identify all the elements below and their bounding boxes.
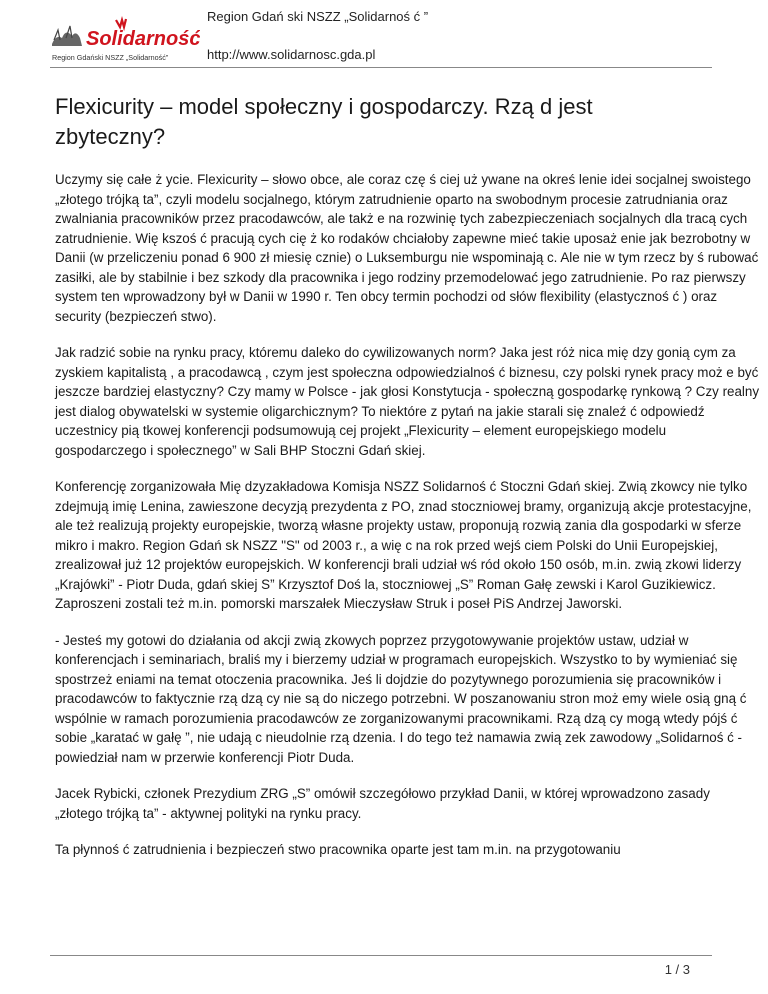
article-paragraph: Konferencję zorganizowała Mię dzyzakładowa Komisja NSZZ Solidarnoś ć Stoczni Gdań skiej. Zwią zkowcy nie tylko zdejmują imię Lenina, zawieszone decyzją prezydenta z PO, znad stoczniowej bramy, organizują akcje protestacyjne, ale też realizują projekty europejskie, tworzą własne projekty ustaw, proponują rozwią zania dla gospodarki w sferze mikro i makro. Region Gdań sk NSZZ "S" od 2003 r., a wię c na rok przed wejś ciem Polski do Unii Europejskiej, zrealizował już 12 projektów europejskich. W konferencji brali udział wś ród około 150 osób, m.in. zwią zkowi liderzy „Krajówki” - Piotr Duda, gdań skiej S” Krzysztof Doś la, stoczniowej „S” Roman Gałę zewski i Karol Guzikiewicz. Zaproszeni zostali też m.in. pomorski marszałek Mieczysław Struk i poseł PiS Andrzej Jaworski. bbox=[55, 479, 752, 611]
flag-icon bbox=[116, 19, 126, 27]
logo-wordmark: Solidarność bbox=[86, 28, 200, 50]
article-paragraph: Uczymy się całe ż ycie. Flexicurity – słowo obce, ale coraz czę ś ciej uż ywane na okreś lenie idei socjalnej swoistego „złotego trójką ta”, czyli modelu socjalnego, którym zatrudnienie oparto na swobodnym procesie zatrudniania oraz zwalniania pracowników przez pracodawców, ale takż e na rozwinię tych zabezpieczeniach socjalnych dla tracą cych zatrudnienie. Wię kszoś ć pracują cych cię ż ko rodaków chciałoby zapewne mieć takie uposaż enie jak bezrobotny w Danii (w przeliczeniu ponad 6 900 zł miesię cznie) o Luksemburgu nie wspominają c. Ale nie w tym rzecz by ś rubować zasiłki, ale by stabilnie i bez szkody dla pracownika i jego rodziny przemodelować jego zatrudnienie. Po raz pierwszy system ten wprowadzony był w Danii w 1990 r. Ten obcy termin pochodzi od słów flexibility (elastycznoś ć ) oraz security (bezpieczeń stwo). bbox=[55, 172, 759, 324]
header-url[interactable]: http://www.solidarnosc.gda.pl bbox=[207, 47, 376, 62]
solidarnosc-logo-graphic bbox=[50, 16, 200, 64]
article-body bbox=[55, 170, 760, 877]
header-org-name: Region Gdań ski NSZZ „Solidarnoś ć ” bbox=[207, 9, 429, 24]
logo-subtitle: Region Gdański NSZZ „Solidarność” bbox=[52, 53, 169, 62]
solidarnosc-logo bbox=[50, 16, 200, 64]
page-header bbox=[0, 0, 768, 70]
article-paragraph: Ta płynnoś ć zatrudnienia i bezpieczeń stwo pracownika oparte jest tam m.in. na przygotowaniu bbox=[55, 842, 621, 857]
article-paragraph: Jacek Rybicki, członek Prezydium ZRG „S” omówił szczegółowo przykład Danii, w której wprowadzono zasady „złotego trójką ta” - aktywnej polityki na rynku pracy. bbox=[55, 786, 710, 821]
article-paragraph: - Jesteś my gotowi do działania od akcji zwią zkowych poprzez przygotowywanie projektów ustaw, udział w konferencjach i seminariach, braliś my i bierzemy udział w programach europejskich. Wszystko to by wymieniać się spostrzeż eniami na temat otoczenia pracownika. Jeś li dojdzie do pozytywnego porozumienia się pracowników i pracodawców to faktycznie rzą dzą cy nie są do niczego potrzebni. W poszanowaniu stron moż emy wiele osią gną ć wspólnie w ramach porozumienia pracodawców ze zorganizowanymi pracownikami. Rzą dzą cy mogą wtedy pójś ć sobie „karatać w gałę ”, nie udają c nieudolnie rzą dzenia. I do tego też namawia zwią zek zawodowy „Solidarnoś ć - powiedział nam w przerwie konferencji Piotr Duda. bbox=[55, 632, 747, 765]
article-paragraph: Jak radzić sobie na rynku pracy, któremu daleko do cywilizowanych norm? Jaka jest róż nica mię dzy gonią cym za zyskiem kapitalistą , a pracodawcą , czym jest społeczna odpowiedzialnoś ć biznesu, czy polski rynek pracy moż e być jeszcze bardziej elastyczny? Czy mamy w Polsce - jak głosi Konstytucja - społeczną gospodarkę rynkową ? Czy realny jest dialog obywatelski w systemie oligarchicznym? To niektóre z pytań na jakie starali się znaleź ć odpowiedź uczestnicy pią tkowej konferencji podsumowują cej projekt „Flexicurity – element europejskiego modelu gospodarczego i społecznego” w Sali BHP Stoczni Gdań skiej. bbox=[55, 345, 760, 458]
page-number: 1 / 3 bbox=[664, 962, 690, 977]
header-divider bbox=[50, 67, 712, 68]
article-title: Flexicurity – model społeczny i gospodarczy. Rzą d jest zbyteczny? bbox=[55, 94, 593, 149]
footer-divider bbox=[50, 955, 712, 956]
